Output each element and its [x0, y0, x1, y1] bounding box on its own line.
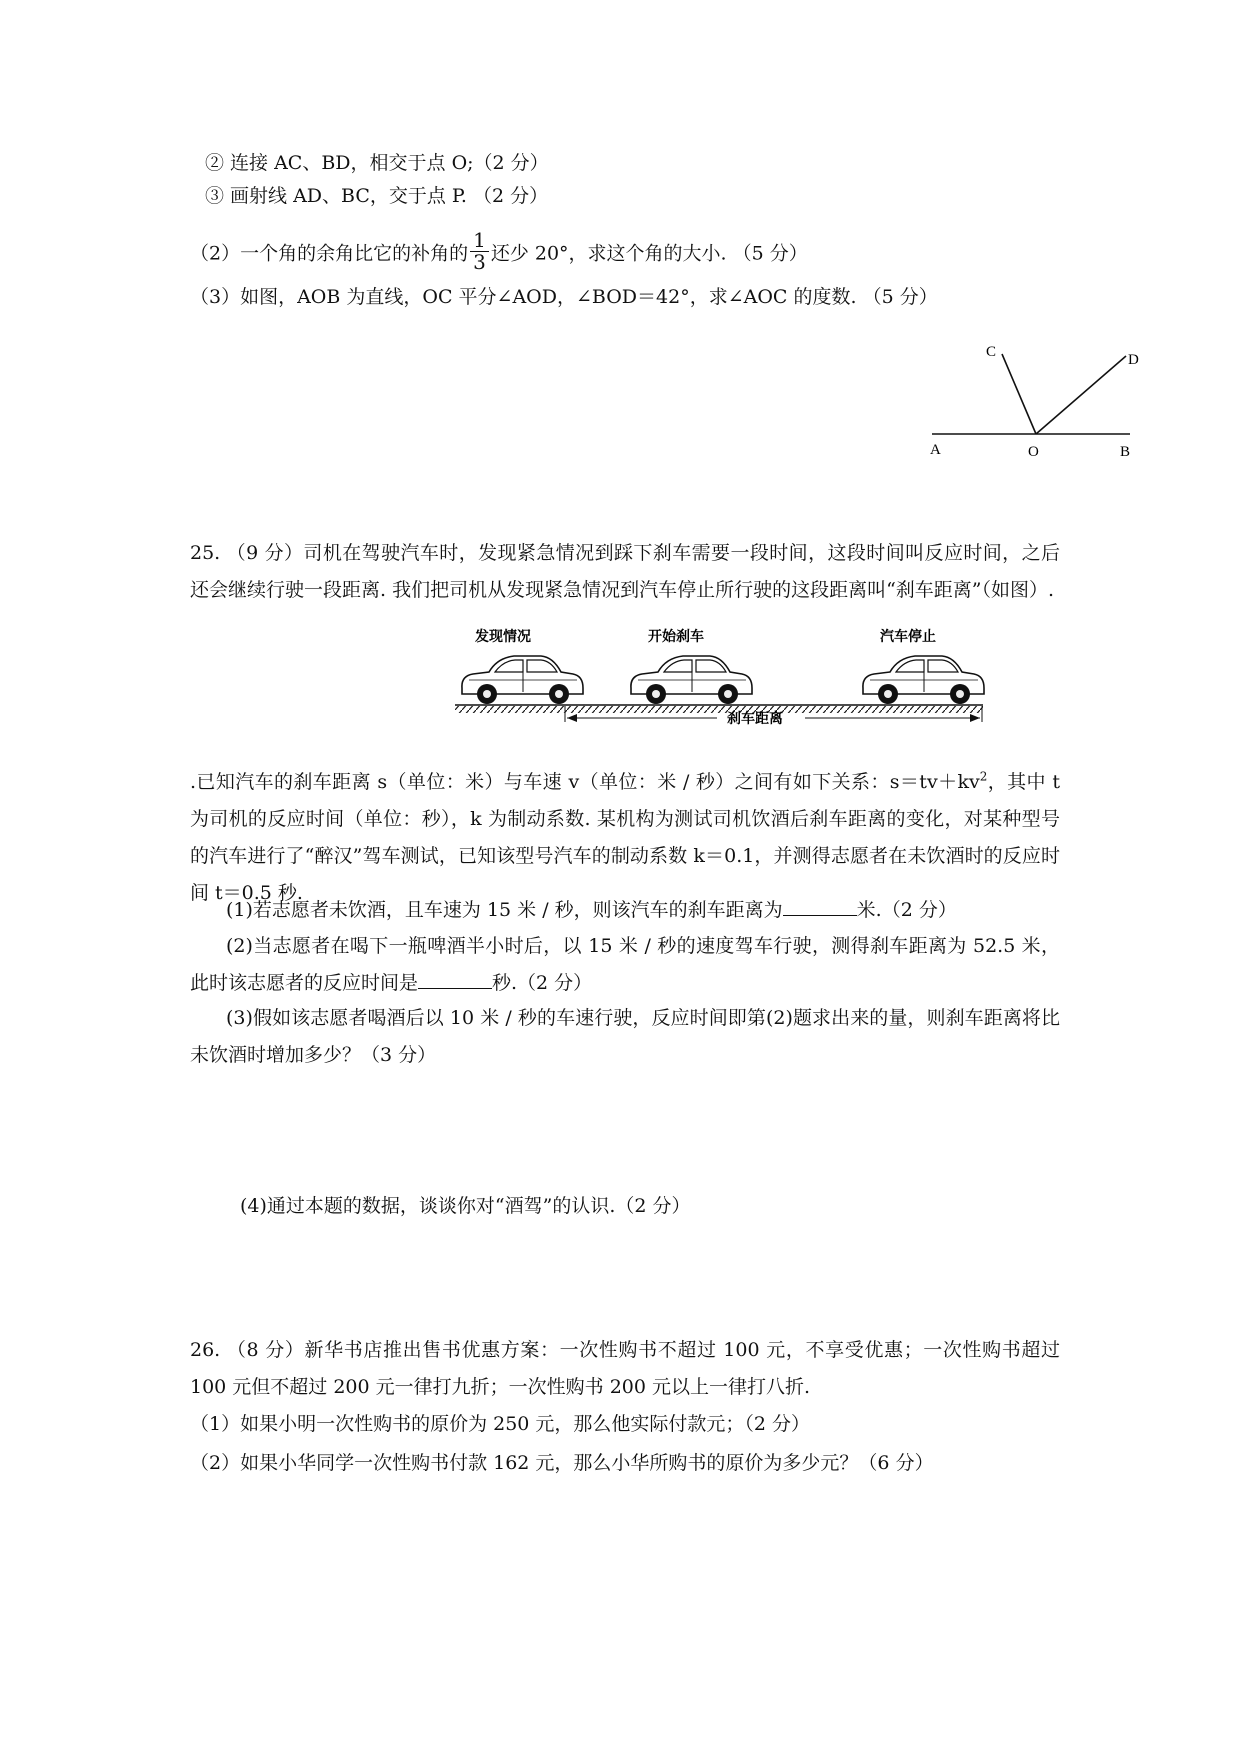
q24-part2 [190, 228, 808, 276]
q25-sub1 [190, 892, 1060, 929]
angle-figure [920, 330, 1140, 460]
q26-intro: 26. （8 分）新华书店推出售书优惠方案：一次性购书不超过 100 元，不享受优惠；一次性购书超过 100 元但不超过 200 元一律打九折；一次性购书 200 元以上一律打八折. [190, 1339, 1060, 1398]
q24-part2-text-after: 还少 20°，求这个角的大小. （5 分） [490, 242, 808, 265]
label-start-braking: 开始刹车 [648, 629, 704, 645]
q25-given-b: ，其中 t 为司机的反应时间（单位：秒），k 为制动系数. 某机构为测试司机饮酒后刹车距离的变化，对某种型号的汽车进行了“醉汉”驾车测试，已知该型号汽车的制动系数 k＝0.1，并测得志愿者在未饮酒时的反应时间 t＝0.5 秒. [190, 771, 1060, 904]
q25-sub4: (4)通过本题的数据，谈谈你对“酒驾”的认识.（2 分） [240, 1195, 691, 1217]
q25-intro: 25. （9 分）司机在驾驶汽车时，发现紧急情况到踩下刹车需要一段时间，这段时间叫反应时间，之后还会继续行驶一段距离. 我们把司机从发现紧急情况到汽车停止所行驶的这段距离叫“刹车距离”（如图）. [190, 542, 1060, 601]
q26-part2: （2）如果小华同学一次性购书付款 162 元，那么小华所购书的原价为多少元？（6 分） [190, 1452, 934, 1474]
label-c: C [986, 344, 997, 360]
answer-blank-1[interactable] [783, 896, 857, 916]
label-d: D [1128, 352, 1139, 368]
q26-part1: （1）如果小明一次性购书的原价为 250 元，那么他实际付款元；（2 分） [190, 1413, 811, 1435]
q25-sub2-text: (2)当志愿者在喝下一瓶啤酒半小时后，以 15 米 / 秒的速度驾车行驶，测得刹车距离为 52.5 米，此时该志愿者的反应时间是 [190, 935, 1060, 994]
q25-given [190, 764, 1060, 912]
q25-sub2-end: 秒.（2 分） [492, 972, 593, 994]
label-braking-distance: 刹车距离 [727, 711, 783, 727]
q24-part3: （3）如图，AOB 为直线，OC 平分∠AOD，∠BOD＝42°，求∠AOC 的度数. （5 分） [190, 286, 938, 308]
braking-distance-figure [455, 622, 985, 734]
ray-od [1036, 356, 1126, 434]
q24-step3: ③ 画射线 AD、BC，交于点 P. （2 分） [205, 185, 549, 207]
label-car-stops: 汽车停止 [880, 629, 936, 645]
road-hatch [455, 706, 983, 713]
one-third-fraction [470, 230, 489, 273]
q25-sub1-end: 米.（2 分） [856, 899, 957, 921]
label-b: B [1120, 444, 1131, 460]
q25-sub2 [190, 928, 1060, 1002]
q24-step2: ② 连接 AC、BD，相交于点 O;（2 分） [205, 152, 549, 174]
car-3 [863, 656, 984, 704]
car-1 [462, 656, 583, 704]
fraction-denominator: 3 [473, 250, 486, 274]
answer-blank-2[interactable] [418, 969, 492, 989]
q25-sub1-text: (1)若志愿者未饮酒，且车速为 15 米 / 秒，则该汽车的刹车距离为 [226, 899, 783, 921]
label-a: A [930, 442, 941, 458]
squared-superscript: 2 [979, 769, 988, 784]
fraction-numerator: 1 [470, 230, 489, 252]
ray-oc [1002, 354, 1036, 434]
q25-sub3: (3)假如该志愿者喝酒后以 10 米 / 秒的车速行驶，反应时间即第(2)题求出来的量，则刹车距离将比未饮酒时增加多少？（3 分） [190, 1007, 1060, 1066]
q25-given-a: .已知汽车的刹车距离 s（单位：米）与车速 v（单位：米 / 秒）之间有如下关系：s＝tv＋kv [190, 771, 980, 793]
label-discover: 发现情况 [475, 629, 531, 645]
q24-part2-text-before: （2）一个角的余角比它的补角的 [190, 242, 469, 265]
label-o: O [1028, 444, 1039, 460]
car-2 [631, 656, 752, 704]
